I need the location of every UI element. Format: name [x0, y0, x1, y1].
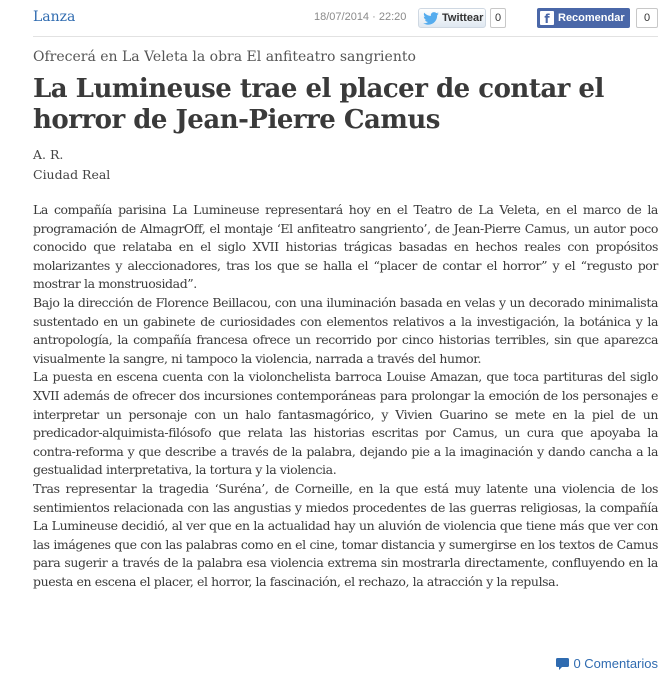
article-body	[33, 201, 658, 591]
article-paragraph: Tras representar la tragedia ‘Suréna’, de Corneille, en la que está muy latente una violencia de los sentimientos relacionada con las angustias y miedos procedentes de las guerras religiosas, la compañía La Lumineuse decidió, al ver que en la actualidad hay un aluvión de violencia que tiene más que ver con las imágenes que con las palabras como en el cine, tomar distancia y sumergirse en los textos de Camus para sugerir a través de la palabra esa violencia extrema sin mostrarla directamente, confluyendo en la puesta en escena el placer, el horror, la fascinación, el rechazo, la atracción y la repulsa.	[33, 480, 658, 589]
header-divider	[33, 36, 658, 37]
comments-label: 0 Comentarios	[573, 656, 658, 671]
byline	[33, 145, 110, 185]
twitter-bird-icon	[423, 12, 439, 25]
facebook-recommend-button[interactable]	[537, 8, 630, 28]
publish-date: 18/07/2014 · 22:20	[314, 11, 407, 23]
facebook-count: 0	[636, 8, 658, 28]
comment-bubble-icon	[556, 658, 569, 670]
article-headline: La Lumineuse trae el placer de contar el horror de Jean-Pierre Camus	[33, 74, 604, 135]
article-paragraph: La compañía parisina La Lumineuse representará hoy en el Teatro de La Veleta, en el marco de la programación de AlmagrOff, el montaje ‘El anfiteatro sangriento’, de Jean-Pierre Camus, un autor poco conocido que relataba en el siglo XVII historias trágicas basadas en hechos reales con propósitos molarizantes y aleccionadores, tras los que se halla el “placer de contar el horror” y el “regusto por mostrar la monstruosidad”.	[33, 202, 658, 292]
facebook-f-icon: f	[540, 11, 554, 25]
author: A. R.	[33, 147, 64, 162]
share-bar	[0, 0, 672, 36]
twitter-count: 0	[490, 8, 506, 28]
comments-link[interactable]	[556, 656, 658, 671]
location: Ciudad Real	[33, 167, 111, 182]
twitter-share-button[interactable]	[418, 8, 486, 28]
source-link[interactable]: Lanza	[33, 9, 76, 25]
twitter-button-label: Twittear	[442, 12, 484, 24]
facebook-button-label: Recomendar	[558, 12, 625, 24]
article-kicker: Ofrecerá en La Veleta la obra El anfiteatro sangriento	[33, 49, 416, 65]
article-paragraph: La puesta en escena cuenta con la violonchelista barroca Louise Amazan, que toca partituras del siglo XVII además de ofrecer dos incursiones contemporáneas para prolongar la emoción de los personajes e interpretar un personaje con un halo fantasmagórico, y Vivien Guarino se mete en la piel de un predicador-alquimista-filósofo que relata las historias escritas por Camus, un cura que apoyaba la contra-reforma y que describe a través de la palabra, dejando pie a la imaginación y dando cancha a la gestualidad interpretativa, la tortura y la violencia.	[33, 369, 658, 478]
article-paragraph: Bajo la dirección de Florence Beillacou, con una iluminación basada en velas y un decorado minimalista sustentado en un gabinete de curiosidades con elementos relativos a la investigación, la botánica y la antropología, la compañía francesa ofrece un recorrido por cinco historias terribles, sin que aparezca visualmente la sangre, ni tampoco la violencia, narrada a través del humor.	[33, 294, 658, 366]
